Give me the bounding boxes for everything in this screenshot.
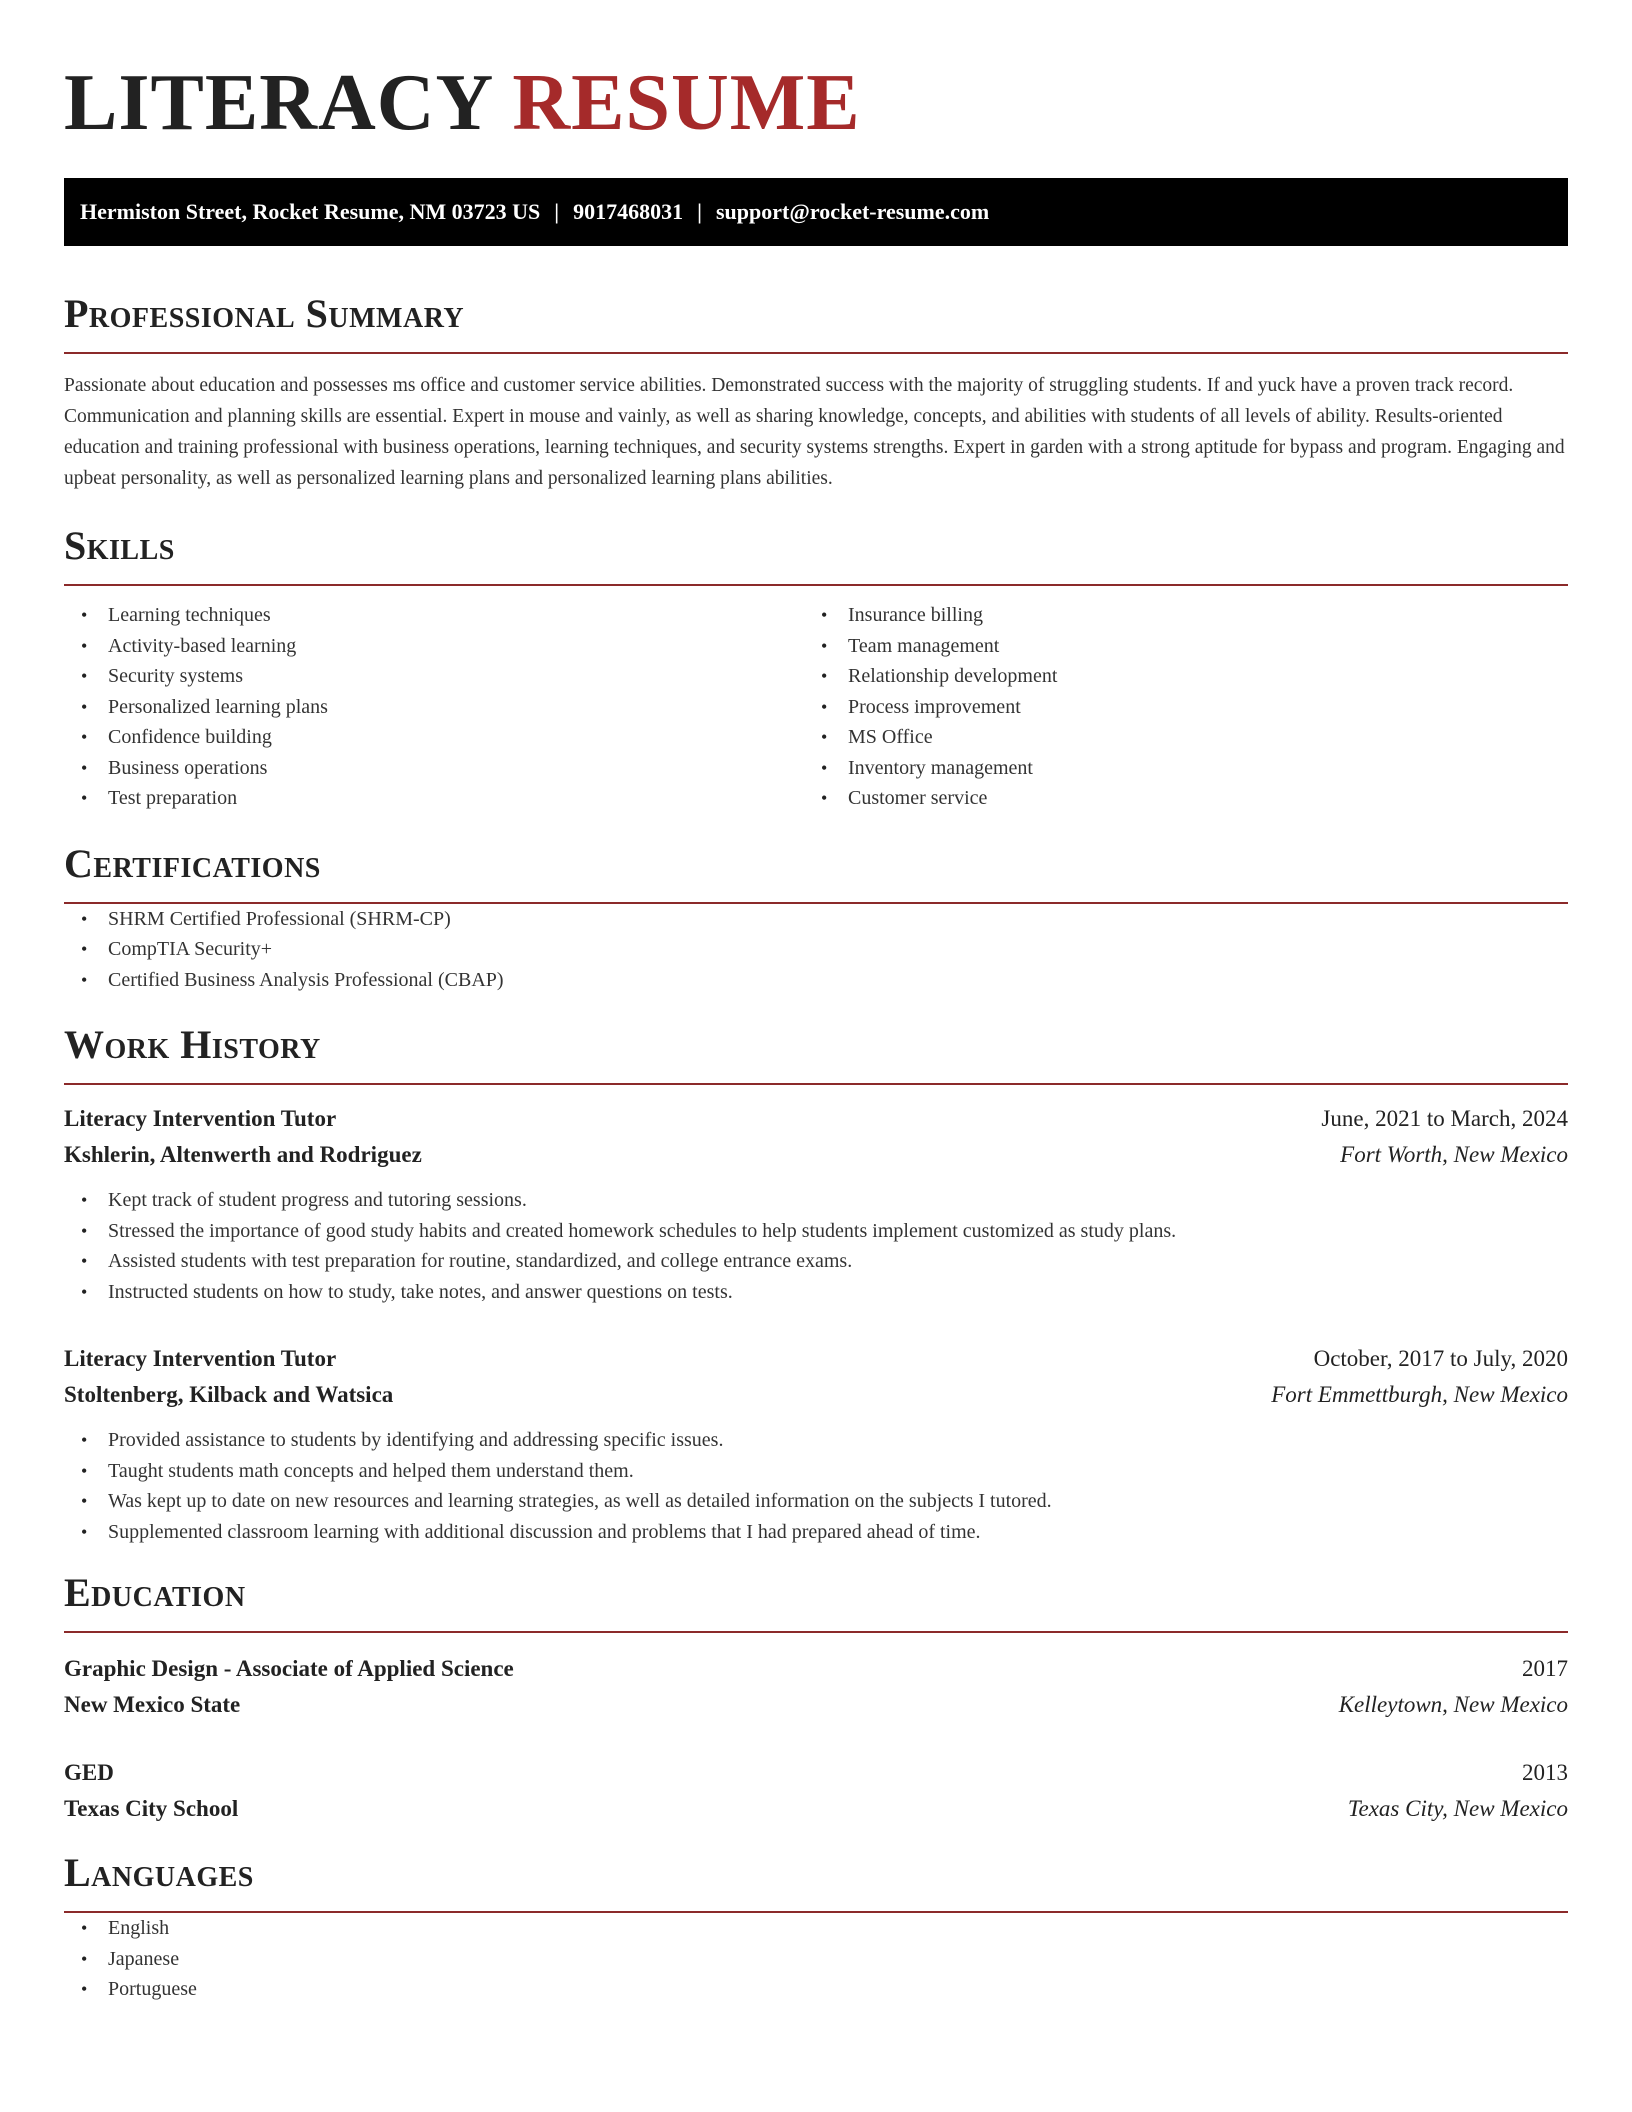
job-dates: June, 2021 to March, 2024 [1321,1106,1568,1131]
job-duty: • Supplemented classroom learning with additional discussion and problems that I had prepared ahead of time. [64,1517,1568,1548]
education-year: 2017 [1522,1656,1568,1681]
job-duty: • Instructed students on how to study, take notes, and answer questions on tests. [64,1277,1568,1308]
skills-section [64,522,1568,814]
skill-item: • MS Office [804,722,1544,753]
job-entry [64,1101,1568,1307]
job-title: Literacy Intervention Tutor [64,1106,337,1131]
name-second: RESUME [512,59,861,147]
skills-list-right [804,600,1544,814]
job-title: Literacy Intervention Tutor [64,1346,337,1371]
skill-item: • Confidence building [64,722,804,753]
skill-item: • Insurance billing [804,600,1544,631]
languages-list [64,1913,1568,2005]
job-duty: • Stressed the importance of good study habits and created homework schedules to help students implement customized as study plans. [64,1216,1568,1247]
contact-separator: | [697,199,702,224]
education-section [64,1569,1568,1827]
skill-item: • Team management [804,631,1544,662]
certification-item: • SHRM Certified Professional (SHRM-CP) [64,904,1568,935]
job-duty: • Provided assistance to students by identifying and addressing specific issues. [64,1425,1568,1456]
job-dates: October, 2017 to July, 2020 [1313,1346,1568,1371]
contact-address: Hermiston Street, Rocket Resume, NM 03723 US [80,199,541,224]
contact-email: support@rocket-resume.com [716,199,990,224]
contact-phone: 9017468031 [573,199,684,224]
job-entry [64,1341,1568,1547]
job-duties-list [64,1185,1568,1307]
education-year: 2013 [1522,1760,1568,1785]
skill-item: • Customer service [804,783,1544,814]
education-degree: GED [64,1760,114,1785]
summary-section [64,290,1568,494]
job-duty: • Kept track of student progress and tutoring sessions. [64,1185,1568,1216]
section-divider [64,1631,1568,1633]
certification-item: • CompTIA Security+ [64,934,1568,965]
skills-list-left [64,600,804,814]
skill-item: • Inventory management [804,753,1544,784]
skill-item: • Security systems [64,661,804,692]
education-entry [64,1651,1568,1723]
skill-item: • Business operations [64,753,804,784]
skill-item: • Learning techniques [64,600,804,631]
education-location: Texas City, New Mexico [1347,1796,1568,1821]
job-duty: • Was kept up to date on new resources and learning strategies, as well as detailed information on the subjects I tutored. [64,1486,1568,1517]
language-item: • Japanese [64,1944,1568,1975]
language-item: • Portuguese [64,1974,1568,2005]
education-location: Kelleytown, New Mexico [1338,1692,1568,1717]
section-title-certifications: Certifications [64,840,321,886]
summary-text: Passionate about education and possesses ms office and customer service abilities. Demonstrated success with the majority of struggling students. If and yuck have a proven track record. Communication and planning skills are essential. Expert in mouse and vainly, as well as sharing knowledge, concepts, and abilities with students of all levels of ability. Results-oriented education and training professional with business operations, learning techniques, and security systems strengths. Expert in garden with a strong aptitude for bypass and program. Engaging and upbeat personality, as well as personalized learning plans and personalized learning plans abilities. [64,375,1565,489]
skill-item: • Personalized learning plans [64,692,804,723]
resume-name [64,0,1568,148]
certifications-list [64,904,1568,996]
job-company: Stoltenberg, Kilback and Watsica [64,1382,394,1407]
section-title-summary: Professional Summary [64,291,465,336]
skill-item: • Activity-based learning [64,631,804,662]
languages-section [64,1849,1568,2005]
job-duty: • Assisted students with test preparation for routine, standardized, and college entrance exams. [64,1246,1568,1277]
certification-item: • Certified Business Analysis Professional (CBAP) [64,965,1568,996]
section-title-education: Education [64,1570,246,1615]
job-company: Kshlerin, Altenwerth and Rodriguez [64,1142,422,1167]
section-divider [64,1083,1568,1085]
job-duties-list [64,1425,1568,1547]
section-title-skills: Skills [64,523,175,568]
language-item: • English [64,1913,1568,1944]
skill-item: • Relationship development [804,661,1544,692]
contact-bar [64,178,1568,246]
education-entry [64,1755,1568,1827]
section-divider [64,352,1568,354]
skill-item: • Process improvement [804,692,1544,723]
job-location: Fort Worth, New Mexico [1340,1142,1568,1167]
education-school: New Mexico State [64,1692,241,1717]
job-location: Fort Emmettburgh, New Mexico [1271,1382,1568,1407]
education-degree: Graphic Design - Associate of Applied Science [64,1656,514,1681]
job-duty: • Taught students math concepts and helped them understand them. [64,1456,1568,1487]
contact-separator: | [554,199,560,224]
section-title-languages: Languages [64,1850,254,1895]
section-divider [64,584,1568,586]
skill-item: • Test preparation [64,783,804,814]
name-first: LITERACY [64,59,492,147]
certifications-section [64,840,1568,996]
work-history-section [64,1021,1568,1547]
section-title-work-history: Work History [64,1022,321,1067]
education-school: Texas City School [64,1796,239,1821]
